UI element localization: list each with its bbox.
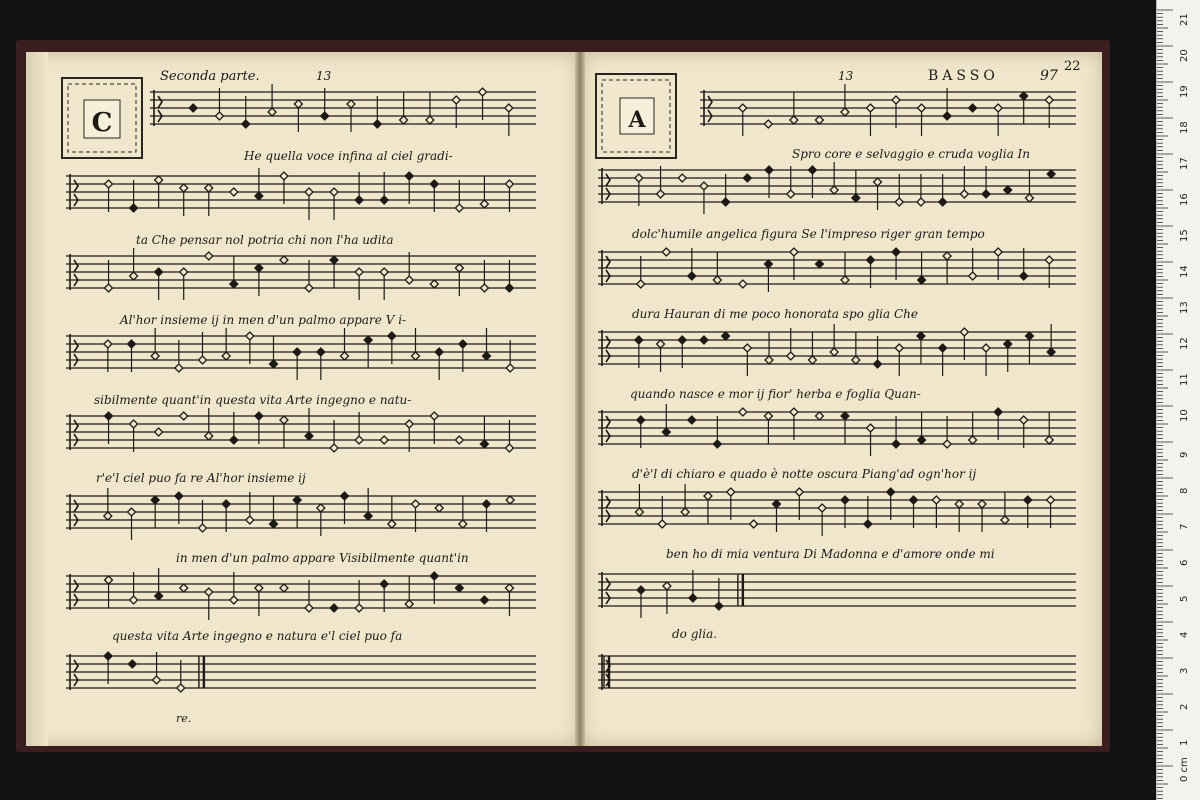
left-initial-letter: C (91, 108, 113, 138)
note-head (480, 284, 488, 292)
note-head (895, 198, 903, 206)
note-head (505, 104, 513, 112)
ruler-mark: 19 (1179, 85, 1190, 98)
note-head (743, 174, 751, 182)
ruler-mark: 15 (1179, 229, 1190, 242)
note-head (662, 428, 670, 436)
note-head (355, 268, 363, 276)
note-head (151, 496, 159, 504)
music-staff (66, 248, 536, 300)
note-head (388, 520, 396, 528)
note-head (355, 196, 363, 204)
voice-part-label: BASSO (928, 68, 999, 84)
note-head (459, 520, 467, 528)
note-head (852, 356, 860, 364)
note-head (347, 100, 355, 108)
measurement-ruler (1156, 0, 1200, 800)
note-head (230, 280, 238, 288)
note-head (480, 200, 488, 208)
note-head (722, 332, 730, 340)
note-head (700, 182, 708, 190)
note-head (435, 348, 443, 356)
note-head (341, 492, 349, 500)
note-head (689, 594, 697, 602)
note-head (713, 276, 721, 284)
note-head (790, 248, 798, 256)
note-head (637, 280, 645, 288)
note-head (910, 496, 918, 504)
note-head (765, 166, 773, 174)
note-head (128, 508, 136, 516)
note-head (341, 352, 349, 360)
music-staff (598, 404, 1076, 456)
note-head (1025, 194, 1033, 202)
note-head (180, 184, 188, 192)
note-head (969, 104, 977, 112)
note-head (130, 420, 138, 428)
note-head (483, 500, 491, 508)
note-head (772, 500, 780, 508)
note-head (246, 516, 254, 524)
note-head (330, 256, 338, 264)
left-folio-marker: 13 (316, 69, 332, 83)
note-head (104, 340, 112, 348)
note-head (175, 492, 183, 500)
note-head (637, 416, 645, 424)
note-head (189, 104, 197, 112)
note-head (866, 104, 874, 112)
note-head (943, 440, 951, 448)
note-head (305, 604, 313, 612)
note-head (790, 408, 798, 416)
right-lyric-4: quando nasce e mor ij fior' herba e foglia Quan- (630, 387, 921, 401)
note-head (657, 190, 665, 198)
right-initial-letter: A (628, 107, 646, 133)
note-head (205, 588, 213, 596)
note-head (1004, 186, 1012, 194)
note-head (1020, 92, 1028, 100)
right-lyric-5: d'è'l di chiaro e quado è notte oscura Piang'ad ogn'hor ij (632, 467, 977, 481)
note-head (969, 272, 977, 280)
left-lyric-1: He quella voce infina al ciel gradi- (244, 149, 453, 163)
note-head (739, 280, 747, 288)
note-head (130, 596, 138, 604)
note-head (892, 96, 900, 104)
note-head (815, 260, 823, 268)
music-staff (66, 168, 536, 220)
ruler-mark: 4 (1179, 631, 1190, 638)
note-head (918, 276, 926, 284)
music-staff (66, 408, 536, 452)
note-head (978, 500, 986, 508)
note-head (153, 676, 161, 684)
note-head (506, 496, 514, 504)
note-head (412, 352, 420, 360)
note-head (175, 364, 183, 372)
note-head (1047, 170, 1055, 178)
note-head (1045, 256, 1053, 264)
note-head (255, 584, 263, 592)
music-staff (66, 568, 536, 620)
note-head (830, 186, 838, 194)
note-head (943, 252, 951, 260)
right-lyric-1: Spro core e selvaggio e cruda voglia In (792, 147, 1031, 161)
note-head (280, 584, 288, 592)
note-head (764, 120, 772, 128)
ruler-mark: 20 (1179, 49, 1190, 62)
note-head (830, 348, 838, 356)
note-head (637, 586, 645, 594)
note-head (790, 116, 798, 124)
note-head (713, 440, 721, 448)
note-head (722, 198, 730, 206)
note-head (294, 100, 302, 108)
note-head (321, 112, 329, 120)
note-head (430, 412, 438, 420)
note-head (405, 600, 413, 608)
note-head (104, 512, 112, 520)
note-head (917, 198, 925, 206)
note-head (230, 188, 238, 196)
note-head (205, 184, 213, 192)
ruler-mark: 1 (1179, 739, 1190, 746)
note-head (1045, 436, 1053, 444)
note-head (412, 500, 420, 508)
note-head (479, 88, 487, 96)
note-head (765, 356, 773, 364)
note-head (864, 520, 872, 528)
ruler-mark: 6 (1179, 559, 1190, 566)
note-head (222, 500, 230, 508)
note-head (435, 504, 443, 512)
right-lyric-6: ben ho di mia ventura Di Madonna e d'amore onde mi (666, 547, 995, 561)
note-head (505, 180, 513, 188)
note-head (505, 444, 513, 452)
music-staff (598, 484, 1076, 536)
note-head (874, 178, 882, 186)
note-head (480, 596, 488, 604)
note-head (715, 602, 723, 610)
right-lyric-2: dolc'humile angelica figura Se l'impreso riger gran tempo (632, 227, 985, 241)
note-head (982, 344, 990, 352)
note-head (969, 436, 977, 444)
note-head (483, 352, 491, 360)
note-head (426, 116, 434, 124)
note-head (739, 408, 747, 416)
note-head (130, 204, 138, 212)
note-head (795, 488, 803, 496)
note-head (700, 336, 708, 344)
note-head (867, 424, 875, 432)
ruler-mark: 7 (1179, 523, 1190, 530)
note-head (155, 268, 163, 276)
note-head (657, 340, 665, 348)
note-head (355, 604, 363, 612)
note-head (246, 332, 254, 340)
note-head (405, 420, 413, 428)
note-head (895, 344, 903, 352)
note-head (764, 412, 772, 420)
note-head (373, 120, 381, 128)
note-head (841, 108, 849, 116)
note-head (293, 348, 301, 356)
note-head (1004, 340, 1012, 348)
note-head (405, 276, 413, 284)
note-head (128, 340, 136, 348)
note-head (180, 268, 188, 276)
note-head (960, 190, 968, 198)
note-head (455, 204, 463, 212)
note-head (380, 580, 388, 588)
left-lyric-5: r'e'l ciel puo fa re Al'hor insieme ij (96, 471, 306, 485)
music-staff (598, 654, 1076, 690)
note-head (280, 416, 288, 424)
note-head (268, 108, 276, 116)
note-head (430, 280, 438, 288)
note-head (764, 260, 772, 268)
music-staff (66, 328, 536, 380)
note-head (982, 190, 990, 198)
ruler-mark: 17 (1179, 157, 1190, 170)
ruler-mark: 0 cm (1179, 757, 1190, 782)
note-head (364, 512, 372, 520)
note-head (270, 360, 278, 368)
music-staff (598, 570, 1076, 618)
note-head (455, 264, 463, 272)
ruler-mark: 12 (1179, 337, 1190, 350)
left-catchword: re. (176, 712, 192, 725)
note-head (128, 660, 136, 668)
note-head (808, 356, 816, 364)
note-head (205, 252, 213, 260)
ruler-mark: 13 (1179, 301, 1190, 314)
note-head (155, 428, 163, 436)
note-head (1001, 516, 1009, 524)
left-lyric-2: ta Che pensar nol potria chi non l'ha udita (136, 233, 394, 247)
note-head (932, 496, 940, 504)
note-head (330, 604, 338, 612)
note-head (430, 180, 438, 188)
right-folio-marker: 13 (838, 69, 854, 83)
note-head (505, 584, 513, 592)
note-head (130, 272, 138, 280)
music-staff (66, 652, 536, 692)
note-head (815, 412, 823, 420)
right-lyric-7: do glia. (672, 627, 718, 641)
note-head (330, 444, 338, 452)
note-head (818, 504, 826, 512)
note-head (293, 496, 301, 504)
note-head (105, 180, 113, 188)
note-head (222, 352, 230, 360)
note-head (355, 436, 363, 444)
note-head (917, 332, 925, 340)
note-head (155, 592, 163, 600)
note-head (918, 104, 926, 112)
note-head (960, 328, 968, 336)
ruler-mark: 14 (1179, 265, 1190, 278)
note-head (867, 256, 875, 264)
note-head (658, 520, 666, 528)
note-head (105, 284, 113, 292)
note-head (943, 112, 951, 120)
left-lyric-6: in men d'un palmo appare Visibilmente quant'in (176, 551, 469, 565)
note-head (688, 416, 696, 424)
ruler-mark: 21 (1179, 13, 1190, 26)
note-head (1020, 272, 1028, 280)
note-head (380, 196, 388, 204)
ruler-mark: 8 (1179, 487, 1190, 494)
music-staff (598, 162, 1076, 214)
left-lyric-4: sibilmente quant'in questa vita Arte ingegno e natu- (94, 393, 412, 407)
note-head (939, 198, 947, 206)
note-head (305, 432, 313, 440)
page-number: 97 (1040, 68, 1058, 84)
note-head (255, 192, 263, 200)
note-head (1020, 416, 1028, 424)
note-head (255, 264, 263, 272)
note-head (808, 166, 816, 174)
note-head (750, 520, 758, 528)
note-head (180, 412, 188, 420)
note-head (199, 524, 207, 532)
note-head (635, 174, 643, 182)
note-head (841, 496, 849, 504)
note-head (215, 112, 223, 120)
page-number-pencil: 22 (1064, 59, 1081, 74)
note-head (455, 584, 463, 592)
note-head (270, 520, 278, 528)
ruler-mark: 16 (1179, 193, 1190, 206)
note-head (635, 336, 643, 344)
ruler-mark: 2 (1179, 703, 1190, 710)
note-head (678, 336, 686, 344)
note-head (1047, 348, 1055, 356)
music-staff (598, 248, 1076, 292)
note-head (918, 436, 926, 444)
note-head (455, 436, 463, 444)
ruler-mark: 11 (1179, 373, 1190, 386)
note-head (104, 652, 112, 660)
left-lyric-3: Al'hor insieme ij in men d'un palmo appare V i- (120, 313, 407, 327)
note-head (663, 582, 671, 590)
note-head (787, 352, 795, 360)
note-head (955, 500, 963, 508)
note-head (280, 256, 288, 264)
right-lyric-3: dura Hauran di me poco honorata spo glia Che (632, 307, 918, 321)
note-head (380, 268, 388, 276)
note-head (841, 412, 849, 420)
note-head (388, 332, 396, 340)
note-head (430, 572, 438, 580)
note-head (635, 508, 643, 516)
note-head (305, 188, 313, 196)
note-head (688, 272, 696, 280)
note-head (155, 176, 163, 184)
note-head (199, 356, 207, 364)
note-head (105, 412, 113, 420)
note-head (255, 412, 263, 420)
note-head (452, 96, 460, 104)
note-head (994, 104, 1002, 112)
left-decorated-initial (62, 78, 142, 158)
note-head (505, 284, 513, 292)
ruler-mark: 10 (1179, 409, 1190, 422)
note-head (506, 364, 514, 372)
note-head (459, 340, 467, 348)
note-head (678, 174, 686, 182)
note-head (892, 248, 900, 256)
note-head (704, 492, 712, 500)
note-head (380, 436, 388, 444)
ruler-mark: 3 (1179, 667, 1190, 674)
ruler-mark: 18 (1179, 121, 1190, 134)
note-head (105, 576, 113, 584)
note-head (364, 336, 372, 344)
note-head (874, 360, 882, 368)
music-staff (700, 84, 1076, 136)
note-head (242, 120, 250, 128)
note-head (180, 584, 188, 592)
note-head (892, 440, 900, 448)
note-head (815, 116, 823, 124)
note-head (727, 488, 735, 496)
note-head (1047, 496, 1055, 504)
right-decorated-initial (596, 74, 676, 158)
note-head (939, 344, 947, 352)
music-staff (150, 84, 536, 136)
note-head (994, 408, 1002, 416)
left-header: Seconda parte. (160, 69, 260, 84)
note-head (230, 596, 238, 604)
note-head (662, 248, 670, 256)
note-head (151, 352, 159, 360)
music-staff (598, 324, 1076, 376)
ruler-mark: 5 (1179, 595, 1190, 602)
note-head (480, 440, 488, 448)
note-head (280, 172, 288, 180)
note-head (681, 508, 689, 516)
note-head (852, 194, 860, 202)
note-head (317, 348, 325, 356)
note-head (887, 488, 895, 496)
note-head (841, 276, 849, 284)
note-head (230, 436, 238, 444)
note-head (743, 344, 751, 352)
note-head (330, 188, 338, 196)
note-head (305, 284, 313, 292)
note-head (1045, 96, 1053, 104)
ruler-mark: 9 (1179, 451, 1190, 458)
note-head (405, 172, 413, 180)
note-head (317, 504, 325, 512)
note-head (1024, 496, 1032, 504)
note-head (400, 116, 408, 124)
note-head (205, 432, 213, 440)
note-head (739, 104, 747, 112)
left-lyric-7: questa vita Arte ingegno e natura e'l ciel puo fa (112, 629, 403, 643)
note-head (994, 248, 1002, 256)
music-staff (66, 488, 536, 540)
note-head (1025, 332, 1033, 340)
note-head (787, 190, 795, 198)
note-head (177, 684, 185, 692)
